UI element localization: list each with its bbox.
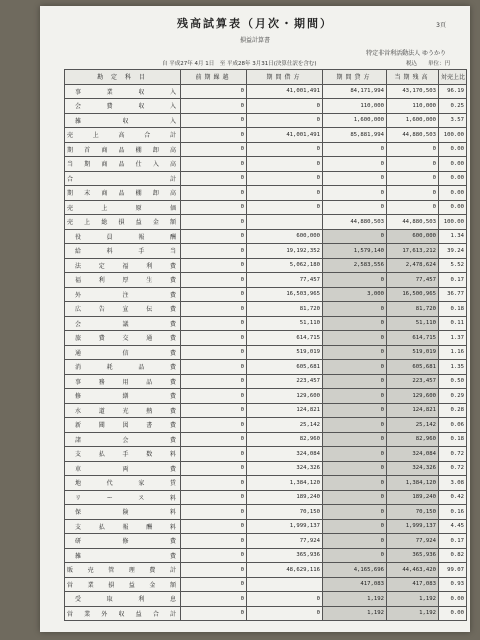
account-name-cell: 外注費 xyxy=(65,287,181,302)
debit-cell: 129,600 xyxy=(247,389,323,404)
tax-unit-note: 税込 単位：円 xyxy=(405,61,450,67)
carryover-cell: 0 xyxy=(181,287,247,302)
ratio-cell: 0.18 xyxy=(439,302,467,317)
table-row xyxy=(65,273,467,288)
debit-cell: 41,001,491 xyxy=(247,128,323,143)
credit-cell: 0 xyxy=(323,186,387,201)
table-row xyxy=(65,563,467,578)
ratio-cell: 0.00 xyxy=(439,606,467,621)
balance-cell: 77,924 xyxy=(387,534,439,549)
credit-cell: 0 xyxy=(323,447,387,462)
account-name-cell: 修繕費 xyxy=(65,389,181,404)
account-name-cell: 売上原価 xyxy=(65,200,181,215)
debit-cell: 0 xyxy=(247,113,323,128)
balance-cell: 417,083 xyxy=(387,577,439,592)
balance-cell: 16,500,965 xyxy=(387,287,439,302)
account-name-cell: 雑収入 xyxy=(65,113,181,128)
credit-cell: 1,192 xyxy=(323,592,387,607)
balance-cell: 44,880,503 xyxy=(387,215,439,230)
ratio-cell: 0.29 xyxy=(439,389,467,404)
ratio-cell: 99.07 xyxy=(439,563,467,578)
period-range: 自 平成27年 4月 1日 至 平成28年 3月31日(決算仕訳を含む) xyxy=(162,61,317,67)
table-row xyxy=(65,302,467,317)
account-name-cell: 会費収入 xyxy=(65,99,181,114)
balance-cell: 77,457 xyxy=(387,273,439,288)
balance-cell: 605,681 xyxy=(387,360,439,375)
account-name-cell: 水道光熱費 xyxy=(65,403,181,418)
debit-cell: 605,681 xyxy=(247,360,323,375)
balance-cell: 51,110 xyxy=(387,316,439,331)
credit-cell: 0 xyxy=(323,389,387,404)
balance-cell: 81,720 xyxy=(387,302,439,317)
carryover-cell: 0 xyxy=(181,186,247,201)
balance-cell: 614,715 xyxy=(387,331,439,346)
carryover-cell: 0 xyxy=(181,534,247,549)
table-row xyxy=(65,490,467,505)
carryover-cell: 0 xyxy=(181,273,247,288)
carryover-cell: 0 xyxy=(181,418,247,433)
carryover-cell: 0 xyxy=(181,128,247,143)
account-name-cell: 事務用品費 xyxy=(65,374,181,389)
table-row xyxy=(65,606,467,621)
debit-cell: 81,720 xyxy=(247,302,323,317)
header-balance: 当期残高 xyxy=(387,70,439,85)
account-name-cell: 研修費 xyxy=(65,534,181,549)
balance-cell: 324,084 xyxy=(387,447,439,462)
carryover-cell: 0 xyxy=(181,244,247,259)
account-name-cell: 支払手数料 xyxy=(65,447,181,462)
ratio-cell: 96.19 xyxy=(439,84,467,99)
account-name-cell: 期首商品棚卸高 xyxy=(65,142,181,157)
carryover-cell: 0 xyxy=(181,563,247,578)
account-name-cell: 受取利息 xyxy=(65,592,181,607)
table-row xyxy=(65,432,467,447)
credit-cell: 0 xyxy=(323,157,387,172)
debit-cell: 324,084 xyxy=(247,447,323,462)
credit-cell: 1,579,140 xyxy=(323,244,387,259)
ratio-cell: 0.00 xyxy=(439,142,467,157)
ratio-cell: 0.42 xyxy=(439,490,467,505)
ratio-cell: 0.11 xyxy=(439,316,467,331)
header-debit: 期間借方 xyxy=(247,70,323,85)
debit-cell: 0 xyxy=(247,592,323,607)
account-name-cell: 雑費 xyxy=(65,548,181,563)
carryover-cell: 0 xyxy=(181,157,247,172)
ratio-cell: 5.52 xyxy=(439,258,467,273)
balance-cell: 519,019 xyxy=(387,345,439,360)
account-name-cell: 諸会費 xyxy=(65,432,181,447)
account-name-cell: 売上高合計 xyxy=(65,128,181,143)
header-account: 勘 定 科 目 xyxy=(65,70,181,85)
header-carryover: 前期繰越 xyxy=(181,70,247,85)
credit-cell: 110,000 xyxy=(323,99,387,114)
carryover-cell: 0 xyxy=(181,505,247,520)
account-name-cell: 旅費交通費 xyxy=(65,331,181,346)
debit-cell: 0 xyxy=(247,157,323,172)
balance-cell: 124,821 xyxy=(387,403,439,418)
header-credit: 期間貸方 xyxy=(323,70,387,85)
account-name-cell: 通信費 xyxy=(65,345,181,360)
balance-cell: 0 xyxy=(387,200,439,215)
table-row xyxy=(65,244,467,259)
carryover-cell: 0 xyxy=(181,142,247,157)
account-name-cell: 法定福利費 xyxy=(65,258,181,273)
debit-cell: 16,503,965 xyxy=(247,287,323,302)
debit-cell: 82,960 xyxy=(247,432,323,447)
debit-cell: 70,150 xyxy=(247,505,323,520)
balance-cell: 0 xyxy=(387,171,439,186)
balance-cell: 1,600,000 xyxy=(387,113,439,128)
balance-cell: 365,936 xyxy=(387,548,439,563)
credit-cell: 0 xyxy=(323,519,387,534)
credit-cell: 4,165,696 xyxy=(323,563,387,578)
ratio-cell: 3.57 xyxy=(439,113,467,128)
table-row xyxy=(65,142,467,157)
table-row xyxy=(65,577,467,592)
debit-cell: 41,001,491 xyxy=(247,84,323,99)
table-row xyxy=(65,461,467,476)
account-name-cell: 車両費 xyxy=(65,461,181,476)
table-row xyxy=(65,171,467,186)
debit-cell: 51,110 xyxy=(247,316,323,331)
credit-cell: 0 xyxy=(323,360,387,375)
credit-cell: 0 xyxy=(323,432,387,447)
account-name-cell: 新聞図書費 xyxy=(65,418,181,433)
credit-cell: 0 xyxy=(323,273,387,288)
ratio-cell: 0.72 xyxy=(439,447,467,462)
credit-cell: 0 xyxy=(323,476,387,491)
balance-cell: 17,613,212 xyxy=(387,244,439,259)
carryover-cell: 0 xyxy=(181,316,247,331)
credit-cell: 0 xyxy=(323,505,387,520)
account-name-cell: 消耗品費 xyxy=(65,360,181,375)
debit-cell: 0 xyxy=(247,171,323,186)
credit-cell: 3,000 xyxy=(323,287,387,302)
ratio-cell: 0.00 xyxy=(439,171,467,186)
debit-cell: 189,240 xyxy=(247,490,323,505)
table-row xyxy=(65,258,467,273)
credit-cell: 0 xyxy=(323,548,387,563)
carryover-cell: 0 xyxy=(181,548,247,563)
table-row xyxy=(65,519,467,534)
table-row xyxy=(65,229,467,244)
ratio-cell: 0.82 xyxy=(439,548,467,563)
carryover-cell: 0 xyxy=(181,490,247,505)
account-name-cell: 営業損益金額 xyxy=(65,577,181,592)
ratio-cell: 0.00 xyxy=(439,200,467,215)
table-row xyxy=(65,447,467,462)
balance-cell: 0 xyxy=(387,157,439,172)
balance-cell: 189,240 xyxy=(387,490,439,505)
carryover-cell: 0 xyxy=(181,461,247,476)
debit-cell: 519,019 xyxy=(247,345,323,360)
table-row xyxy=(65,374,467,389)
table-row xyxy=(65,534,467,549)
ratio-cell: 100.00 xyxy=(439,215,467,230)
credit-cell: 0 xyxy=(323,331,387,346)
table-row xyxy=(65,84,467,99)
table-row xyxy=(65,113,467,128)
carryover-cell: 0 xyxy=(181,84,247,99)
debit-cell: 124,821 xyxy=(247,403,323,418)
credit-cell: 0 xyxy=(323,403,387,418)
table-row xyxy=(65,476,467,491)
balance-cell: 44,463,420 xyxy=(387,563,439,578)
carryover-cell: 0 xyxy=(181,99,247,114)
credit-cell: 0 xyxy=(323,171,387,186)
carryover-cell: 0 xyxy=(181,389,247,404)
debit-cell: 600,000 xyxy=(247,229,323,244)
carryover-cell: 0 xyxy=(181,577,247,592)
credit-cell: 0 xyxy=(323,142,387,157)
balance-cell: 1,192 xyxy=(387,606,439,621)
ratio-cell: 1.16 xyxy=(439,345,467,360)
carryover-cell: 0 xyxy=(181,302,247,317)
table-row xyxy=(65,418,467,433)
carryover-cell: 0 xyxy=(181,592,247,607)
account-name-cell: 広告宣伝費 xyxy=(65,302,181,317)
debit-cell: 25,142 xyxy=(247,418,323,433)
credit-cell: 0 xyxy=(323,229,387,244)
table-row xyxy=(65,215,467,230)
credit-cell: 44,880,503 xyxy=(323,215,387,230)
ratio-cell: 100.00 xyxy=(439,128,467,143)
carryover-cell: 0 xyxy=(181,171,247,186)
account-name-cell: 地代家賃 xyxy=(65,476,181,491)
table-row xyxy=(65,505,467,520)
account-name-cell: 当期商品仕入高 xyxy=(65,157,181,172)
table-row xyxy=(65,548,467,563)
balance-cell: 600,000 xyxy=(387,229,439,244)
credit-cell: 0 xyxy=(323,490,387,505)
ratio-cell: 0.06 xyxy=(439,418,467,433)
ratio-cell: 0.25 xyxy=(439,99,467,114)
balance-cell: 1,384,120 xyxy=(387,476,439,491)
credit-cell: 0 xyxy=(323,302,387,317)
debit-cell: 0 xyxy=(247,606,323,621)
debit-cell xyxy=(247,215,323,230)
trial-balance-table xyxy=(64,69,467,621)
credit-cell: 85,881,994 xyxy=(323,128,387,143)
page-title: 残高試算表（月次・期間） xyxy=(177,17,333,30)
balance-cell: 44,880,503 xyxy=(387,128,439,143)
debit-cell: 48,629,116 xyxy=(247,563,323,578)
ratio-cell: 0.00 xyxy=(439,157,467,172)
ratio-cell: 4.45 xyxy=(439,519,467,534)
account-name-cell: 給料手当 xyxy=(65,244,181,259)
credit-cell: 0 xyxy=(323,200,387,215)
carryover-cell: 0 xyxy=(181,345,247,360)
credit-cell: 0 xyxy=(323,461,387,476)
debit-cell: 324,326 xyxy=(247,461,323,476)
ratio-cell: 0.00 xyxy=(439,592,467,607)
table-row xyxy=(65,331,467,346)
debit-cell: 0 xyxy=(247,186,323,201)
account-name-cell: 販売管理費計 xyxy=(65,563,181,578)
table-row xyxy=(65,186,467,201)
ratio-cell: 0.50 xyxy=(439,374,467,389)
debit-cell: 1,384,120 xyxy=(247,476,323,491)
carryover-cell: 0 xyxy=(181,360,247,375)
table-row xyxy=(65,389,467,404)
debit-cell: 19,192,352 xyxy=(247,244,323,259)
carryover-cell: 0 xyxy=(181,229,247,244)
page-number: 3頁 xyxy=(436,22,446,29)
debit-cell: 0 xyxy=(247,200,323,215)
credit-cell: 2,583,556 xyxy=(323,258,387,273)
carryover-cell: 0 xyxy=(181,606,247,621)
credit-cell: 1,192 xyxy=(323,606,387,621)
balance-cell: 0 xyxy=(387,186,439,201)
carryover-cell: 0 xyxy=(181,113,247,128)
credit-cell: 417,083 xyxy=(323,577,387,592)
debit-cell: 0 xyxy=(247,99,323,114)
table-row xyxy=(65,403,467,418)
balance-cell: 110,000 xyxy=(387,99,439,114)
balance-cell: 43,170,503 xyxy=(387,84,439,99)
account-name-cell: リース料 xyxy=(65,490,181,505)
balance-cell: 25,142 xyxy=(387,418,439,433)
account-name-cell: 期末商品棚卸高 xyxy=(65,186,181,201)
credit-cell: 0 xyxy=(323,534,387,549)
table-row xyxy=(65,360,467,375)
table-row xyxy=(65,345,467,360)
table-row xyxy=(65,200,467,215)
account-name-cell: 合計 xyxy=(65,171,181,186)
balance-cell: 0 xyxy=(387,142,439,157)
account-name-cell: 売上総損益金額 xyxy=(65,215,181,230)
debit-cell: 614,715 xyxy=(247,331,323,346)
account-name-cell: 保険料 xyxy=(65,505,181,520)
ratio-cell: 39.24 xyxy=(439,244,467,259)
account-name-cell: 営業外収益合計 xyxy=(65,606,181,621)
debit-cell: 1,999,137 xyxy=(247,519,323,534)
credit-cell: 1,600,000 xyxy=(323,113,387,128)
ratio-cell: 1.37 xyxy=(439,331,467,346)
carryover-cell: 0 xyxy=(181,200,247,215)
debit-cell: 77,924 xyxy=(247,534,323,549)
ratio-cell: 0.17 xyxy=(439,273,467,288)
carryover-cell: 0 xyxy=(181,447,247,462)
header-ratio: 対売上比 xyxy=(439,70,467,85)
balance-cell: 2,478,624 xyxy=(387,258,439,273)
carryover-cell: 0 xyxy=(181,258,247,273)
document-page xyxy=(40,6,470,632)
credit-cell: 84,171,994 xyxy=(323,84,387,99)
credit-cell: 0 xyxy=(323,418,387,433)
ratio-cell: 0.93 xyxy=(439,577,467,592)
debit-cell: 223,457 xyxy=(247,374,323,389)
account-name-cell: 役員報酬 xyxy=(65,229,181,244)
ratio-cell: 0.18 xyxy=(439,432,467,447)
debit-cell xyxy=(247,577,323,592)
ratio-cell: 36.77 xyxy=(439,287,467,302)
balance-cell: 324,326 xyxy=(387,461,439,476)
carryover-cell: 0 xyxy=(181,374,247,389)
debit-cell: 5,062,180 xyxy=(247,258,323,273)
carryover-cell: 0 xyxy=(181,476,247,491)
table-header-row xyxy=(65,70,467,85)
balance-cell: 223,457 xyxy=(387,374,439,389)
account-name-cell: 福利厚生費 xyxy=(65,273,181,288)
account-name-cell: 事業収入 xyxy=(65,84,181,99)
account-name-cell: 支払報酬料 xyxy=(65,519,181,534)
credit-cell: 0 xyxy=(323,374,387,389)
debit-cell: 0 xyxy=(247,142,323,157)
carryover-cell: 0 xyxy=(181,432,247,447)
ratio-cell: 1.34 xyxy=(439,229,467,244)
balance-cell: 1,999,137 xyxy=(387,519,439,534)
carryover-cell: 0 xyxy=(181,331,247,346)
organization-name: 特定非営利活動法人 ゆうかり xyxy=(366,50,446,57)
credit-cell: 0 xyxy=(323,345,387,360)
carryover-cell: 0 xyxy=(181,403,247,418)
account-name-cell: 会議費 xyxy=(65,316,181,331)
debit-cell: 77,457 xyxy=(247,273,323,288)
ratio-cell: 0.00 xyxy=(439,186,467,201)
balance-cell: 129,600 xyxy=(387,389,439,404)
ratio-cell: 0.28 xyxy=(439,403,467,418)
balance-cell: 1,192 xyxy=(387,592,439,607)
debit-cell: 365,936 xyxy=(247,548,323,563)
carryover-cell: 0 xyxy=(181,215,247,230)
table-row xyxy=(65,157,467,172)
ratio-cell: 3.08 xyxy=(439,476,467,491)
ratio-cell: 0.17 xyxy=(439,534,467,549)
carryover-cell: 0 xyxy=(181,519,247,534)
credit-cell: 0 xyxy=(323,316,387,331)
table-row xyxy=(65,316,467,331)
ratio-cell: 0.16 xyxy=(439,505,467,520)
ratio-cell: 1.35 xyxy=(439,360,467,375)
table-row xyxy=(65,592,467,607)
table-row xyxy=(65,287,467,302)
page-subtitle: 損益計算書 xyxy=(239,37,270,44)
table-row xyxy=(65,128,467,143)
balance-cell: 82,960 xyxy=(387,432,439,447)
balance-cell: 70,150 xyxy=(387,505,439,520)
table-row xyxy=(65,99,467,114)
ratio-cell: 0.72 xyxy=(439,461,467,476)
